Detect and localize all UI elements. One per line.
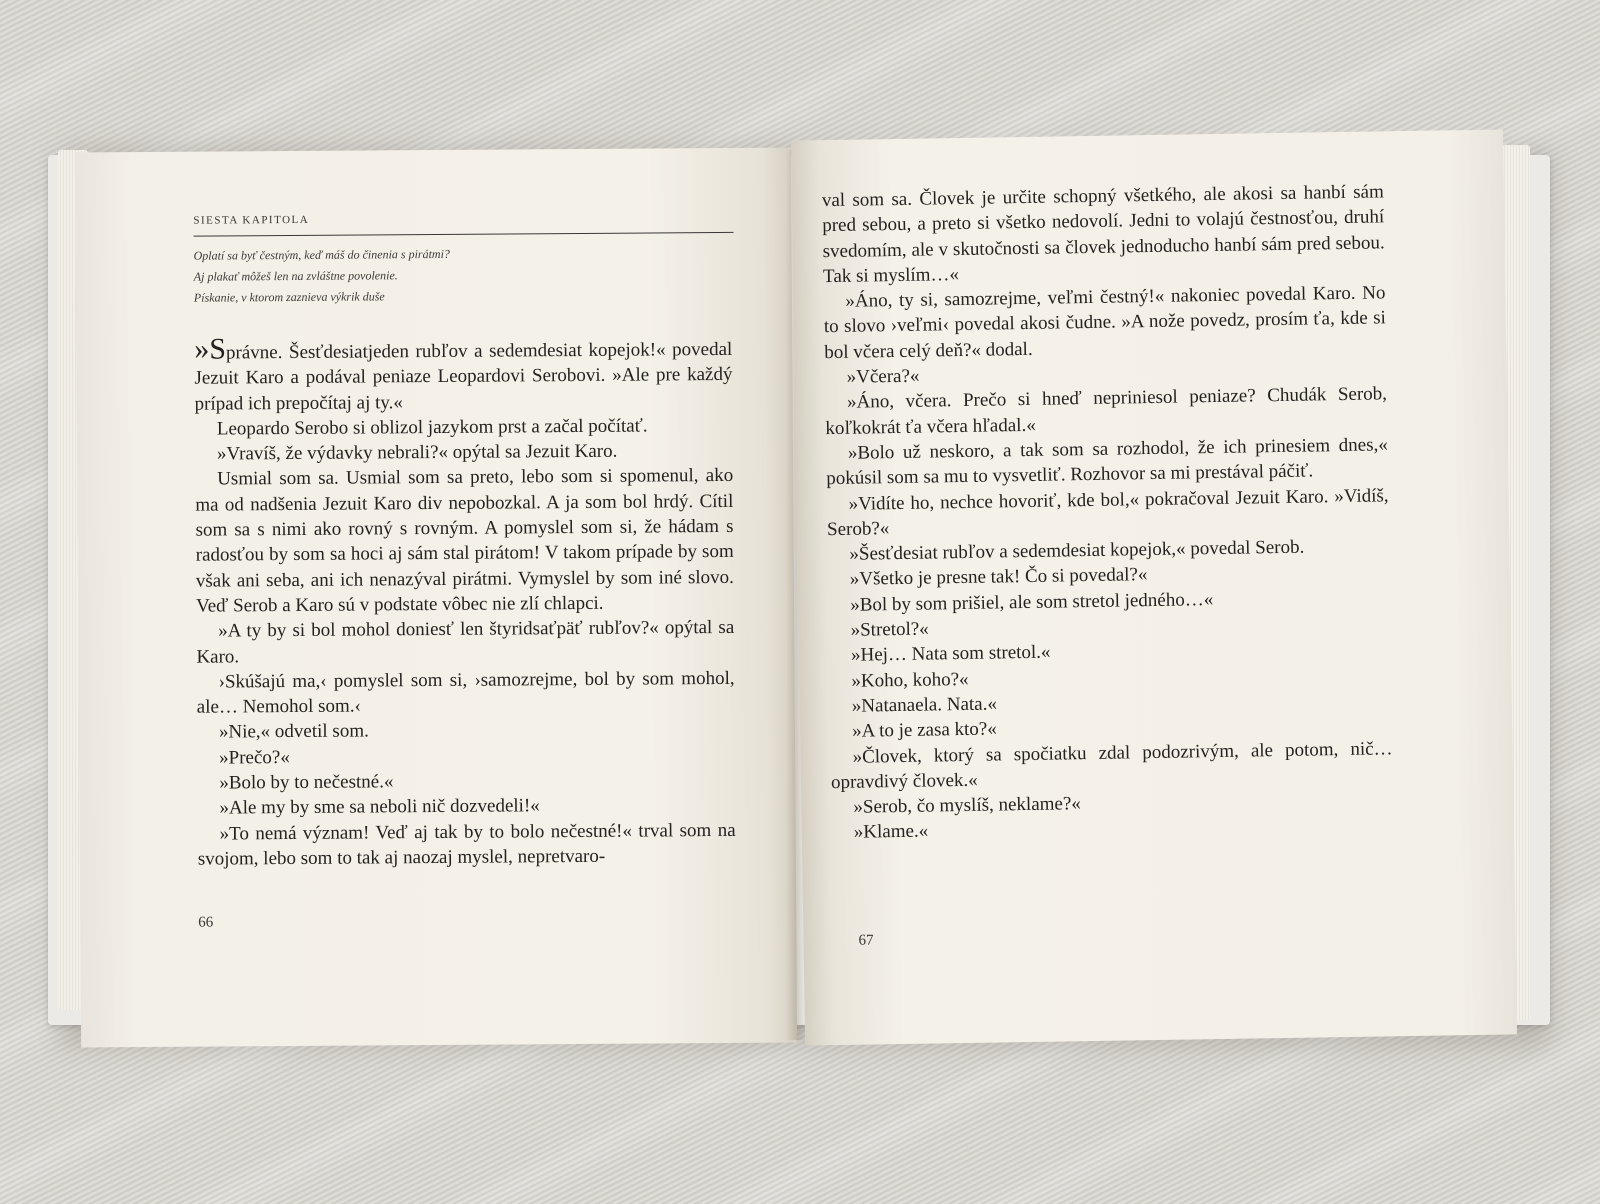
opening-paragraph <box>194 332 733 417</box>
right-page-body <box>822 179 1394 845</box>
paragraph: »Nie,« odvetil som. <box>218 720 369 743</box>
paragraph: »Včera?« <box>846 365 920 388</box>
left-page-body <box>194 332 736 872</box>
paragraph: »Áno, včera. Prečo si hneď nepriniesol peniaze? Chudák Serob, koľkokrát ťa včera hľadal.« <box>825 383 1388 439</box>
paragraph: »Bolo už neskoro, a tak som sa rozhodol, že ich prinesiem dnes,« pokúsil som sa mu to vysvetliť. Rozhovor sa mi prestával páčiť. <box>826 434 1388 490</box>
paragraph: »Klame.« <box>853 820 929 844</box>
paragraph: »Vravíš, že výdavky nebrali?« opýtal sa Jezuit Karo. <box>216 440 618 465</box>
paragraph: »Serob, čo myslíš, neklame?« <box>853 793 1081 818</box>
paragraph: »Všetko je presne tak! Čo si povedal?« <box>849 564 1148 591</box>
paragraph: »Prečo?« <box>219 746 290 769</box>
paragraph: »Šesťdesiat rubľov a sedemdesiat kopejok,« povedal Serob. <box>849 536 1305 565</box>
paragraph: »Človek, ktorý sa spočiatku zdal podozrivým, ale potom, nič… opravdivý človek.« <box>830 737 1393 793</box>
paragraph: »To nemá význam! Veď aj tak by to bolo nečestné!« trval som na svojom, lebo som to tak aj naozaj myslel, nepretvaro- <box>197 819 736 870</box>
paragraph: »Bol by som prišiel, ale som stretol jedného…« <box>850 588 1214 616</box>
continued-paragraph: val som sa. Človek je určite schopný všetkého, ale akosi sa hanbí sám pred sebou, a preto si všetko nedovolí. Jedni to volajú čestnosťou, druhí svedomím, ale v skutočnosti sa človek jednoducho hanbí sám pred sebou. Tak si myslím…« <box>821 181 1385 288</box>
paragraph: »A to je zasa kto?« <box>852 718 997 742</box>
paragraph: »Hej… Nata som stretol.« <box>850 641 1051 667</box>
running-head: SIESTA KAPITOLA <box>193 213 310 227</box>
paragraph: Usmial som sa. Usmial som sa preto, lebo som si spomenul, ako ma od nadšenia Jezuit Karo div nepobozkal. A ja som bol hrdý. Cítil som sa s nimi ako rovný s rovným. A pomyslel som si, že hádam s radosťou by som sa hoci aj sám stal pirátom! V takom prípade by som však ani seba, ani ich nenazýval pirátmi. Vymyslel by som iné slovo. Veď Serob a Karo sú v podstate vôbec nie zlí chlapci. <box>195 465 734 617</box>
left-page <box>75 148 797 1048</box>
opening-text: právne. Šesťdesiatjeden rubľov a sedemdesiat kopejok!« povedal Jezuit Karo a podával peniaze Leopardovi Serobovi. »Ale pre každý prípad ich prepočítaj aj ty.« <box>194 338 733 415</box>
drop-cap: S <box>209 332 227 366</box>
paragraph: »A ty by si bol mohol doniesť len štyridsaťpäť rubľov?« opýtal sa Karo. <box>196 617 735 668</box>
paragraph: »Áno, ty si, samozrejme, veľmi čestný!« nakoniec povedal Karo. No to slovo ›veľmi‹ povedal akosi čudne. »A nože povedz, prosím ťa, kde si bol včera celý deň?« dodal. <box>823 282 1386 363</box>
paragraph: »Koho, koho?« <box>851 668 969 692</box>
epigraph-line: Aj plakať môžeš len na zvláštne povolenie. <box>193 268 398 284</box>
chapter-epigraph <box>194 242 734 309</box>
paragraph: Leopardo Serobo si oblizol jazykom prst a začal počítať. <box>216 415 648 440</box>
epigraph-line: Oplatí sa byť čestným, keď máš do činenia s pirátmi? <box>193 246 450 263</box>
page-number-right: 67 <box>858 932 874 949</box>
paragraph: »Ale my by sme sa neboli nič dozvedeli!« <box>219 795 540 819</box>
right-page <box>791 129 1517 1045</box>
paragraph: »Bolo by to nečestné.« <box>219 771 394 794</box>
opening-quote-mark: » <box>194 332 210 366</box>
paragraph: ›Skúšajú ma,‹ pomyslel som si, ›samozrejme, bol by som mohol, ale… Nemohol som.‹ <box>196 667 735 718</box>
header-rule <box>193 232 733 237</box>
paragraph: »Stretol?« <box>850 618 929 641</box>
page-number-left: 66 <box>198 914 214 931</box>
epigraph-line: Pískanie, v ktorom zaznieva výkrik duše <box>193 289 385 305</box>
paragraph: »Vidíte ho, nechce hovoriť, kde bol,« pokračoval Jezuit Karo. »Vidíš, Serob?« <box>826 484 1389 540</box>
paragraph: »Natanaela. Nata.« <box>851 693 998 717</box>
